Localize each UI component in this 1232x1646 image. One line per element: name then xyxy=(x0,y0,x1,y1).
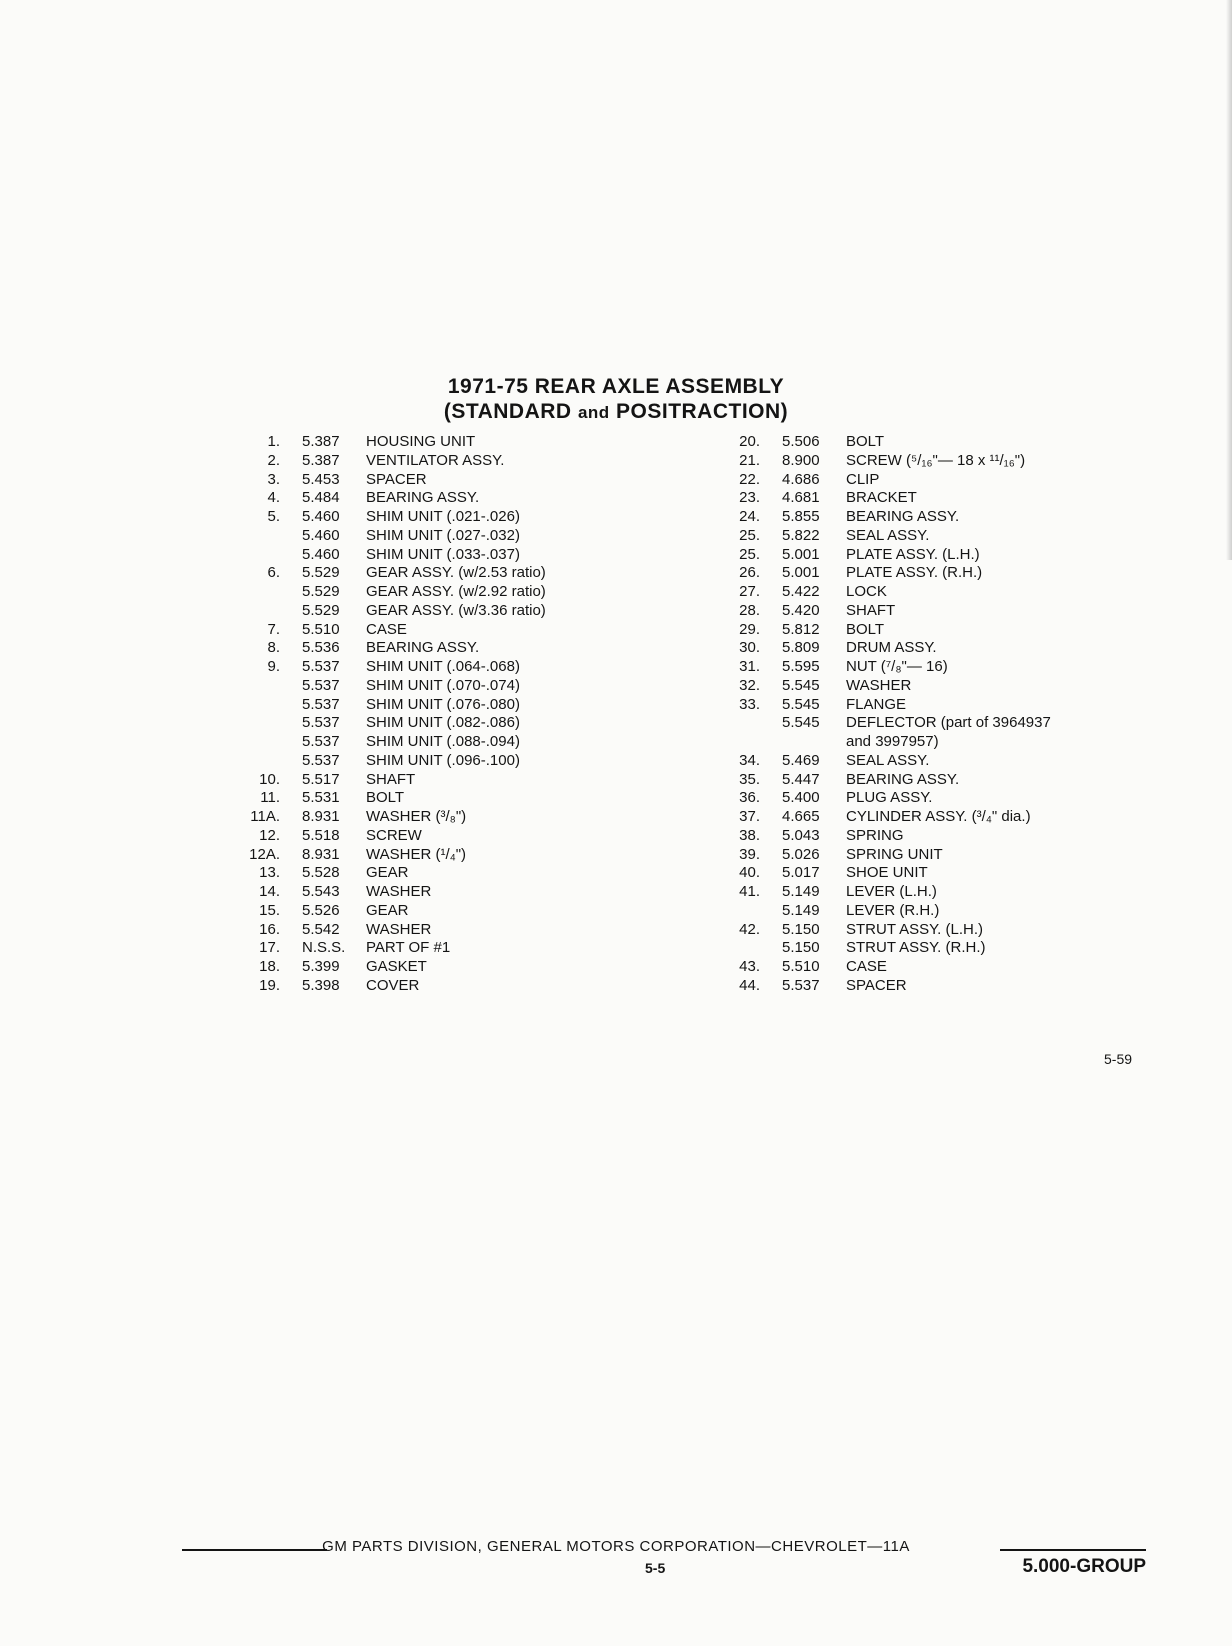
part-description: GEAR xyxy=(366,901,409,919)
part-description: SHIM UNIT (.088-.094) xyxy=(366,733,520,750)
part-code: 5.484 xyxy=(302,489,340,507)
part-row xyxy=(710,583,1130,602)
part-number-label: 12A. xyxy=(249,845,280,863)
part-row xyxy=(710,621,1130,640)
title-line-2-post: POSITRACTION) xyxy=(609,400,789,423)
footer-text: GM PARTS DIVISION, GENERAL MOTORS CORPORATION—CHEVROLET—11A xyxy=(322,1538,910,1555)
part-row xyxy=(710,471,1130,490)
part-code: 4.686 xyxy=(782,470,820,488)
part-row xyxy=(710,902,1130,921)
part-number-label: 11A. xyxy=(250,808,280,825)
part-row xyxy=(710,564,1130,583)
part-code: 5.453 xyxy=(302,470,340,488)
part-row xyxy=(710,527,1130,546)
part-number-label: 17. xyxy=(259,939,280,957)
part-description: BEARING ASSY. xyxy=(366,639,480,657)
part-row xyxy=(710,714,1130,733)
parts-list-right xyxy=(710,433,1130,996)
part-code: 5.387 xyxy=(302,433,340,450)
part-number-label: 22. xyxy=(739,470,760,488)
part-description: NUT (⁷/₈"— 16) xyxy=(846,658,948,675)
part-number-label: 28. xyxy=(739,601,760,619)
page-number: 5-59 xyxy=(1104,1051,1133,1067)
part-number-label: 12. xyxy=(259,826,280,844)
part-description: CLIP xyxy=(846,470,880,488)
part-code: 5.420 xyxy=(782,601,820,619)
part-code: 5.822 xyxy=(782,526,820,544)
part-code: 5.150 xyxy=(782,939,820,957)
part-number-label: 32. xyxy=(739,676,760,694)
part-code: 5.518 xyxy=(302,826,340,844)
part-code: 5.506 xyxy=(782,433,820,450)
title-line-2-and: and xyxy=(577,403,610,422)
part-row xyxy=(710,939,1130,958)
part-code: 5.537 xyxy=(782,976,820,994)
part-code: 5.537 xyxy=(302,676,340,694)
part-number-label: 25. xyxy=(739,526,760,544)
part-row xyxy=(710,789,1130,808)
part-code: 8.931 xyxy=(302,808,340,825)
part-number-label: 44. xyxy=(739,976,760,994)
part-description: HOUSING UNIT xyxy=(366,433,476,450)
part-row xyxy=(230,789,650,808)
part-number-label: 38. xyxy=(739,826,760,844)
part-code: 5.529 xyxy=(302,583,340,600)
part-description: COVER xyxy=(366,976,420,994)
footer-section-number: 5-5 xyxy=(645,1560,666,1576)
part-description: DRUM ASSY. xyxy=(846,639,937,657)
part-code: 5.536 xyxy=(302,639,340,657)
part-code: 5.809 xyxy=(782,639,820,657)
part-number-label: 30. xyxy=(739,639,760,657)
part-description: SPACER xyxy=(366,470,427,488)
part-description: BOLT xyxy=(846,620,885,638)
part-description: PLATE ASSY. (L.H.) xyxy=(846,545,980,563)
part-row xyxy=(710,602,1130,621)
part-description: SPRING UNIT xyxy=(846,845,943,863)
part-description: SEAL ASSY. xyxy=(846,751,930,769)
part-number-label: 16. xyxy=(259,920,280,938)
part-row xyxy=(230,508,650,527)
part-number-label: 1. xyxy=(267,433,280,450)
part-description: BEARING ASSY. xyxy=(846,508,960,525)
part-description: SHIM UNIT (.027-.032) xyxy=(366,526,520,544)
part-row xyxy=(230,958,650,977)
part-row xyxy=(230,883,650,902)
title-line-2-pre: (STANDARD xyxy=(443,400,578,423)
part-code: 5.812 xyxy=(782,620,820,638)
part-number-label: 34. xyxy=(739,751,760,769)
part-description: SCREW (⁵/₁₆"— 18 x ¹¹/₁₆") xyxy=(846,451,1026,469)
part-code xyxy=(782,733,826,752)
part-row xyxy=(710,433,1130,452)
part-number-label: 40. xyxy=(739,864,760,882)
part-row xyxy=(230,546,650,565)
part-row xyxy=(710,733,1130,752)
part-number-label: 39. xyxy=(739,845,760,863)
part-description: SHIM UNIT (.076-.080) xyxy=(366,695,520,713)
part-description: FLANGE xyxy=(846,695,907,713)
part-description: CASE xyxy=(366,620,407,638)
part-description: STRUT ASSY. (R.H.) xyxy=(846,939,986,957)
part-description: SHIM UNIT (.021-.026) xyxy=(366,508,520,525)
part-description: SEAL ASSY. xyxy=(846,526,930,544)
page-edge-shadow xyxy=(1226,0,1232,560)
part-number-label: 2. xyxy=(267,451,280,469)
part-code: 5.528 xyxy=(302,864,340,882)
part-description: WASHER (¹/₄") xyxy=(366,845,467,863)
part-description: GEAR xyxy=(366,864,409,882)
title-line-2 xyxy=(0,399,1232,425)
part-code: 5.537 xyxy=(302,658,340,675)
part-number-label: 42. xyxy=(739,920,760,938)
part-row xyxy=(710,921,1130,940)
part-description: BOLT xyxy=(846,433,885,450)
part-code: 5.149 xyxy=(782,883,820,900)
part-description: STRUT ASSY. (L.H.) xyxy=(846,920,983,938)
part-number-label xyxy=(230,546,302,565)
part-row xyxy=(230,471,650,490)
part-row xyxy=(230,452,650,471)
part-number-label xyxy=(230,733,302,752)
part-description: LEVER (L.H.) xyxy=(846,883,937,900)
part-number-label: 43. xyxy=(739,958,760,975)
part-row xyxy=(230,564,650,583)
part-row xyxy=(710,827,1130,846)
footer-group-label: 5.000-GROUP xyxy=(1022,1556,1146,1577)
part-description: SHIM UNIT (.082-.086) xyxy=(366,714,520,732)
part-number-label: 7. xyxy=(267,620,280,638)
part-row xyxy=(710,771,1130,790)
part-row xyxy=(710,977,1130,996)
part-number-label: 31. xyxy=(739,658,760,675)
part-code: 5.510 xyxy=(782,958,820,975)
part-row xyxy=(230,733,650,752)
part-row xyxy=(230,677,650,696)
part-code: 5.529 xyxy=(302,564,340,582)
part-code: 5.150 xyxy=(782,920,820,938)
part-row xyxy=(230,696,650,715)
part-code: 4.665 xyxy=(782,808,820,825)
part-code: 5.537 xyxy=(302,751,340,769)
part-row xyxy=(710,696,1130,715)
part-number-label: 3. xyxy=(267,470,280,488)
part-number-label: 8. xyxy=(267,639,280,657)
part-row xyxy=(710,808,1130,827)
part-row xyxy=(710,452,1130,471)
part-row xyxy=(710,658,1130,677)
title-line-1: 1971-75 REAR AXLE ASSEMBLY xyxy=(447,375,785,398)
part-code: 5.545 xyxy=(782,714,820,732)
part-code: 5.531 xyxy=(302,789,340,807)
part-number-label: 11. xyxy=(260,789,280,807)
part-number-label: 15. xyxy=(259,901,280,919)
part-number-label: 29. xyxy=(739,620,760,638)
page-title xyxy=(0,374,1232,425)
part-row xyxy=(230,939,650,958)
part-code: 5.400 xyxy=(782,789,820,807)
part-code: 5.460 xyxy=(302,508,340,525)
part-description: SHIM UNIT (.096-.100) xyxy=(366,751,520,769)
part-row xyxy=(230,489,650,508)
part-row xyxy=(230,864,650,883)
part-description: SPACER xyxy=(846,976,907,994)
part-description: LEVER (R.H.) xyxy=(846,901,940,919)
part-code: 5.537 xyxy=(302,695,340,713)
part-number-label: 37. xyxy=(739,808,760,825)
part-code: 5.387 xyxy=(302,451,340,469)
part-row xyxy=(230,846,650,865)
part-number-label: 26. xyxy=(739,564,760,582)
part-code: 5.543 xyxy=(302,883,340,900)
part-number-label xyxy=(230,677,302,696)
part-description: SHOE UNIT xyxy=(846,864,928,882)
part-description: WASHER xyxy=(366,883,432,900)
part-code: 5.537 xyxy=(302,733,340,750)
part-description: SHIM UNIT (.064-.068) xyxy=(366,658,520,675)
part-number-label: 9. xyxy=(267,658,280,675)
part-row xyxy=(710,864,1130,883)
part-row xyxy=(230,771,650,790)
part-number-label: 4. xyxy=(267,489,280,507)
part-number-label xyxy=(710,733,782,752)
part-code: 5.542 xyxy=(302,920,340,938)
part-description: GEAR ASSY. (w/2.92 ratio) xyxy=(366,583,546,600)
part-row xyxy=(230,808,650,827)
part-number-label: 6. xyxy=(267,564,280,582)
part-number-label: 13. xyxy=(259,864,280,882)
part-row xyxy=(230,921,650,940)
part-description: GEAR ASSY. (w/2.53 ratio) xyxy=(366,564,546,582)
part-row xyxy=(230,977,650,996)
part-description: LOCK xyxy=(846,583,887,600)
part-code: 5.537 xyxy=(302,714,340,732)
part-row xyxy=(710,508,1130,527)
part-number-label: 41. xyxy=(739,883,760,900)
part-number-label: 18. xyxy=(259,958,280,975)
part-code: N.S.S. xyxy=(302,939,346,957)
part-number-label xyxy=(710,939,782,958)
part-row xyxy=(710,752,1130,771)
part-description: SCREW xyxy=(366,826,422,844)
part-number-label: 36. xyxy=(739,789,760,807)
part-description: and 3997957) xyxy=(846,733,939,750)
part-number-label xyxy=(230,583,302,602)
part-code: 8.900 xyxy=(782,451,820,469)
part-row xyxy=(230,752,650,771)
part-description: PLATE ASSY. (R.H.) xyxy=(846,564,983,582)
part-description: WASHER xyxy=(846,676,912,694)
part-code: 5.017 xyxy=(782,864,820,882)
part-number-label: 23. xyxy=(739,489,760,507)
part-row xyxy=(230,714,650,733)
part-code: 5.026 xyxy=(782,845,820,863)
part-number-label: 33. xyxy=(739,695,760,713)
part-description: PART OF #1 xyxy=(366,939,451,957)
part-number-label: 21. xyxy=(739,451,760,469)
part-code: 5.545 xyxy=(782,676,820,694)
part-code: 5.526 xyxy=(302,901,340,919)
part-code: 5.510 xyxy=(302,620,340,638)
part-row xyxy=(230,621,650,640)
part-description: PLUG ASSY. xyxy=(846,789,933,807)
part-code: 5.043 xyxy=(782,826,820,844)
part-code: 5.460 xyxy=(302,545,340,563)
part-description: WASHER xyxy=(366,920,432,938)
part-description: BRACKET xyxy=(846,489,917,507)
part-description: GASKET xyxy=(366,958,427,975)
part-number-label: 10. xyxy=(259,770,280,788)
part-number-label: 24. xyxy=(739,508,760,525)
part-number-label xyxy=(230,714,302,733)
part-description: BOLT xyxy=(366,789,405,807)
part-code: 5.422 xyxy=(782,583,820,600)
part-description: WASHER (³/₈") xyxy=(366,808,467,825)
part-code: 5.469 xyxy=(782,751,820,769)
part-row xyxy=(710,846,1130,865)
part-row xyxy=(710,883,1130,902)
part-description: BEARING ASSY. xyxy=(366,489,480,507)
part-row xyxy=(230,433,650,452)
part-row xyxy=(230,583,650,602)
part-row xyxy=(230,827,650,846)
parts-list-left xyxy=(230,433,650,996)
part-code: 5.149 xyxy=(782,901,820,919)
part-description: CASE xyxy=(846,958,887,975)
part-description: DEFLECTOR (part of 3964937 xyxy=(846,714,1051,732)
part-number-label: 20. xyxy=(739,433,760,450)
part-description: CYLINDER ASSY. (³/₄" dia.) xyxy=(846,808,1031,825)
part-row xyxy=(710,546,1130,565)
part-code: 5.398 xyxy=(302,976,340,994)
part-code: 4.681 xyxy=(782,489,820,507)
part-row xyxy=(230,902,650,921)
part-row xyxy=(710,639,1130,658)
part-description: BEARING ASSY. xyxy=(846,770,960,788)
part-row xyxy=(710,958,1130,977)
part-code: 5.517 xyxy=(302,770,340,788)
part-number-label: 14. xyxy=(259,883,280,900)
part-number-label: 19. xyxy=(259,976,280,994)
part-description: SHAFT xyxy=(366,770,416,788)
part-code: 5.529 xyxy=(302,601,340,619)
part-number-label xyxy=(710,902,782,921)
part-number-label: 25. xyxy=(739,545,760,563)
part-number-label xyxy=(230,752,302,771)
part-description: VENTILATOR ASSY. xyxy=(366,451,505,469)
part-number-label: 27. xyxy=(739,583,760,600)
part-number-label xyxy=(230,602,302,621)
part-number-label: 5. xyxy=(267,508,280,525)
part-code: 5.001 xyxy=(782,564,820,582)
part-code: 5.545 xyxy=(782,695,820,713)
part-description: SPRING xyxy=(846,826,904,844)
part-code: 5.399 xyxy=(302,958,340,975)
part-code: 5.595 xyxy=(782,658,820,675)
part-code: 5.447 xyxy=(782,770,820,788)
part-code: 5.001 xyxy=(782,545,820,563)
part-code: 5.855 xyxy=(782,508,820,525)
part-number-label xyxy=(230,696,302,715)
part-code: 8.931 xyxy=(302,845,340,863)
part-number-label xyxy=(230,527,302,546)
part-number-label xyxy=(710,714,782,733)
part-row xyxy=(710,677,1130,696)
part-description: SHIM UNIT (.070-.074) xyxy=(366,676,520,694)
part-row xyxy=(230,639,650,658)
part-row xyxy=(230,658,650,677)
part-description: SHIM UNIT (.033-.037) xyxy=(366,545,520,563)
part-code: 5.460 xyxy=(302,526,340,544)
part-row xyxy=(230,527,650,546)
part-number-label: 35. xyxy=(739,770,760,788)
part-description: SHAFT xyxy=(846,601,896,619)
part-row xyxy=(710,489,1130,508)
part-row xyxy=(230,602,650,621)
part-description: GEAR ASSY. (w/3.36 ratio) xyxy=(366,601,546,619)
